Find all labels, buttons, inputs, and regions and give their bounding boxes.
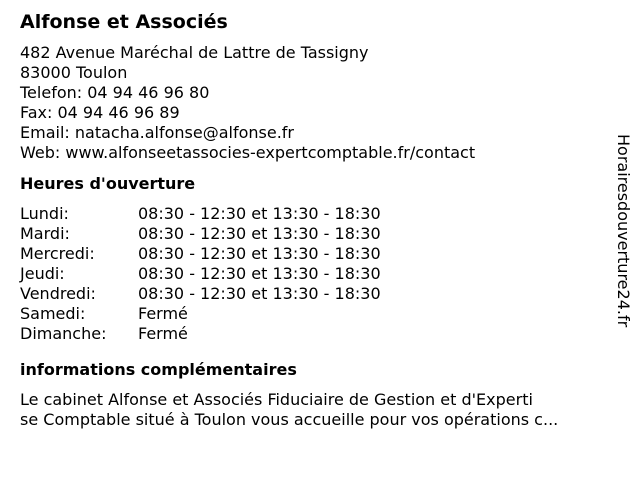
hours-time: Fermé (138, 324, 188, 343)
hours-day: Mercredi: (20, 244, 95, 263)
hours-time: 08:30 - 12:30 et 13:30 - 18:30 (138, 224, 381, 243)
hours-day: Vendredi: (20, 284, 96, 303)
hours-time: 08:30 - 12:30 et 13:30 - 18:30 (138, 204, 381, 223)
address-line-1: 482 Avenue Maréchal de Lattre de Tassigny (20, 43, 369, 62)
business-name: Alfonse et Associés (20, 11, 228, 33)
info-title: informations complémentaires (20, 360, 297, 379)
email-line: Email: natacha.alfonse@alfonse.fr (20, 123, 294, 142)
info-text-line-1: Le cabinet Alfonse et Associés Fiduciaire de Gestion et d'Experti (20, 390, 533, 409)
hours-time: 08:30 - 12:30 et 13:30 - 18:30 (138, 284, 381, 303)
info-text (20, 390, 610, 430)
hours-row (20, 284, 610, 304)
hours-row (20, 204, 610, 224)
hours-row (20, 224, 610, 244)
watermark-text: Horairesdouverture24.fr (614, 134, 633, 328)
address-block (20, 43, 610, 163)
web-line: Web: www.alfonseetassocies-expertcomptable.fr/contact (20, 143, 476, 162)
hours-day: Jeudi: (20, 264, 65, 283)
info-text-line-2: se Comptable situé à Toulon vous accueille pour vos opérations c... (20, 410, 559, 429)
hours-time: 08:30 - 12:30 et 13:30 - 18:30 (138, 264, 381, 283)
fax-line: Fax: 04 94 46 96 89 (20, 103, 180, 122)
hours-day: Mardi: (20, 224, 70, 243)
hours-time: Fermé (138, 304, 188, 323)
phone-line: Telefon: 04 94 46 96 80 (20, 83, 210, 102)
hours-title: Heures d'ouverture (20, 174, 196, 193)
address-line-2: 83000 Toulon (20, 63, 128, 82)
business-card (20, 10, 610, 430)
hours-day: Samedi: (20, 304, 86, 323)
hours-day: Dimanche: (20, 324, 107, 343)
hours-row (20, 304, 610, 324)
hours-row (20, 244, 610, 264)
hours-row (20, 264, 610, 284)
hours-time: 08:30 - 12:30 et 13:30 - 18:30 (138, 244, 381, 263)
hours-table (20, 204, 610, 344)
hours-day: Lundi: (20, 204, 69, 223)
hours-row (20, 324, 610, 344)
